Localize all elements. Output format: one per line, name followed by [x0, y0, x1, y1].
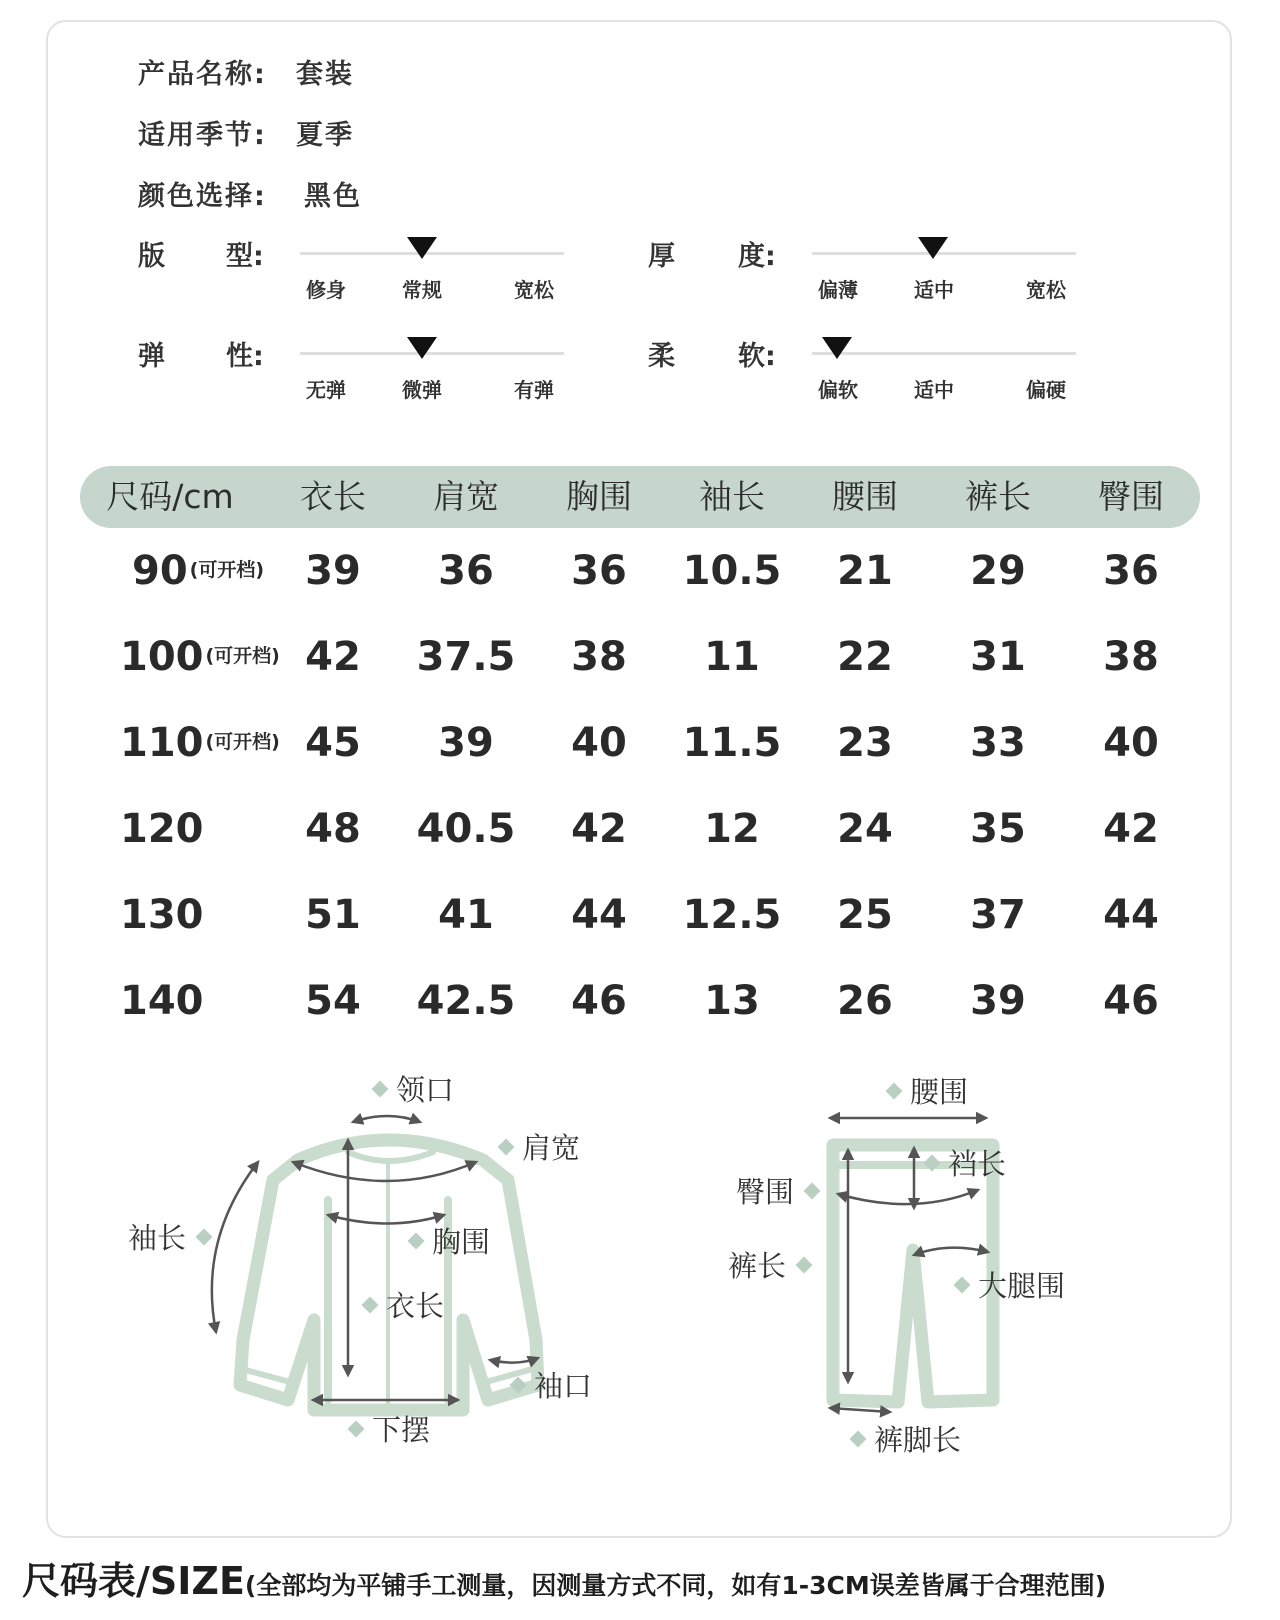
info-season-value: 夏季	[296, 120, 354, 151]
label-thigh: 大腿围	[952, 1264, 1065, 1305]
scale-pointer-icon	[918, 237, 948, 259]
diamond-icon	[804, 1183, 821, 1200]
table-cell: 44	[1103, 892, 1159, 938]
label-collar: 领口	[370, 1068, 454, 1109]
table-size-cell	[120, 806, 204, 852]
table-cell: 54	[305, 978, 361, 1024]
label-length: 衣长	[360, 1284, 444, 1325]
scale-pointer-icon	[822, 337, 852, 359]
scale-option: 宽松	[514, 278, 554, 302]
diamond-icon	[498, 1139, 515, 1156]
size-note: (可开档)	[189, 559, 265, 581]
table-cell: 25	[837, 892, 893, 938]
size-value: 110	[120, 720, 204, 766]
table-header-chest: 胸围	[566, 477, 632, 516]
diamond-icon	[924, 1155, 941, 1172]
scale-option: 有弹	[514, 378, 554, 402]
info-season-label: 适用季节:	[138, 120, 267, 151]
table-cell: 11	[704, 634, 760, 680]
table-header-size: 尺码/cm	[106, 477, 234, 516]
label-rise: 裆长	[922, 1142, 1006, 1183]
info-name-row	[138, 52, 354, 91]
label-hip: 臀围	[736, 1170, 822, 1211]
size-value: 130	[120, 892, 204, 938]
label-sleeve: 袖长	[128, 1216, 214, 1257]
scale-option: 偏软	[818, 378, 858, 402]
table-cell: 42	[571, 806, 627, 852]
attr-softness-scale	[812, 336, 1076, 402]
table-size-cell	[120, 892, 204, 938]
table-size-cell	[132, 548, 264, 594]
table-cell: 31	[970, 634, 1026, 680]
table-size-cell	[120, 978, 204, 1024]
size-value: 100	[120, 634, 204, 680]
size-value: 140	[120, 978, 204, 1024]
attr-fit-label-b: 型:	[226, 241, 264, 272]
table-cell: 42	[1103, 806, 1159, 852]
table-cell: 36	[438, 548, 494, 594]
table-cell: 37.5	[416, 634, 516, 680]
table-cell: 12	[704, 806, 760, 852]
scale-pointer-icon	[407, 237, 437, 259]
attr-thickness-scale	[812, 236, 1076, 302]
label-pants-length: 裤长	[728, 1244, 814, 1285]
scale-option: 偏薄	[818, 278, 858, 302]
attr-stretch-label-a: 弹	[138, 341, 165, 372]
table-cell: 39	[305, 548, 361, 594]
attr-stretch-scale	[300, 336, 564, 402]
info-season-row	[138, 113, 354, 152]
table-cell: 10.5	[682, 548, 782, 594]
footer-note: (全部均为平铺手工测量，因测量方式不同，如有1-3CM误差皆属于合理范围)	[244, 1571, 1107, 1600]
attr-softness-label-a: 柔	[648, 341, 675, 372]
scale-option: 偏硬	[1026, 378, 1066, 402]
diamond-icon	[408, 1233, 425, 1250]
table-size-cell	[120, 720, 280, 766]
table-cell: 36	[571, 548, 627, 594]
attr-fit-label-a: 版	[138, 241, 165, 272]
table-cell: 51	[305, 892, 361, 938]
attr-stretch-label-b: 性:	[226, 341, 264, 372]
diamond-icon	[348, 1421, 365, 1438]
footer-caption	[22, 1550, 1106, 1605]
table-cell: 39	[438, 720, 494, 766]
measurement-diagram	[88, 1070, 1168, 1510]
info-color-label: 颜色选择:	[138, 181, 267, 212]
attr-fit-scale	[300, 236, 564, 302]
table-cell: 24	[837, 806, 893, 852]
diamond-icon	[796, 1257, 813, 1274]
diamond-icon	[954, 1277, 971, 1294]
diamond-icon	[850, 1431, 867, 1448]
table-cell: 40	[571, 720, 627, 766]
scale-option: 修身	[306, 278, 346, 302]
table-header-sleeve: 袖长	[699, 477, 765, 516]
table-cell: 38	[1103, 634, 1159, 680]
label-waist: 腰围	[884, 1070, 968, 1111]
table-cell: 39	[970, 978, 1026, 1024]
table-cell: 45	[305, 720, 361, 766]
table-cell: 46	[1103, 978, 1159, 1024]
scale-option: 适中	[914, 278, 954, 302]
table-cell: 12.5	[682, 892, 782, 938]
table-cell: 26	[837, 978, 893, 1024]
table-cell: 37	[970, 892, 1026, 938]
size-note: (可开档)	[205, 645, 280, 667]
table-header-waist: 腰围	[832, 477, 898, 516]
label-leg-opening: 裤脚长	[848, 1418, 961, 1459]
table-cell: 33	[970, 720, 1026, 766]
attr-thickness-label-b: 度:	[738, 241, 776, 272]
info-color-value: 黑色	[304, 181, 362, 212]
info-name-value: 套装	[296, 59, 354, 90]
scale-option: 微弹	[402, 378, 442, 402]
table-cell: 21	[837, 548, 893, 594]
table-cell: 22	[837, 634, 893, 680]
size-value: 90	[132, 548, 188, 594]
table-header-pants-length: 裤长	[965, 477, 1031, 516]
diamond-icon	[372, 1081, 389, 1098]
info-color-row	[138, 174, 362, 213]
table-cell: 44	[571, 892, 627, 938]
table-header-hip: 臀围	[1098, 477, 1164, 516]
info-name-label: 产品名称:	[138, 59, 267, 90]
table-cell: 35	[970, 806, 1026, 852]
table-cell: 11.5	[682, 720, 782, 766]
table-cell: 38	[571, 634, 627, 680]
diamond-icon	[886, 1083, 903, 1100]
attr-thickness-label-a: 厚	[648, 241, 675, 272]
table-cell: 29	[970, 548, 1026, 594]
scale-option: 常规	[402, 278, 442, 302]
table-cell: 13	[704, 978, 760, 1024]
table-cell: 48	[305, 806, 361, 852]
size-value: 120	[120, 806, 204, 852]
table-cell: 36	[1103, 548, 1159, 594]
label-chest: 胸围	[406, 1220, 490, 1261]
table-cell: 42	[305, 634, 361, 680]
footer-title: 尺码表/SIZE	[22, 1559, 245, 1603]
scale-option: 无弹	[306, 378, 346, 402]
attr-softness-label-b: 软:	[738, 341, 776, 372]
label-shoulder: 肩宽	[496, 1126, 580, 1167]
table-header-length: 衣长	[300, 477, 366, 516]
table-cell: 23	[837, 720, 893, 766]
table-size-cell	[120, 634, 280, 680]
scale-option: 适中	[914, 378, 954, 402]
diamond-icon	[196, 1229, 213, 1246]
table-cell: 46	[571, 978, 627, 1024]
scale-pointer-icon	[407, 337, 437, 359]
size-table-header	[80, 466, 1200, 528]
diamond-icon	[362, 1297, 379, 1314]
label-cuff: 袖口	[508, 1364, 592, 1405]
table-header-shoulder: 肩宽	[433, 477, 499, 516]
table-cell: 42.5	[416, 978, 516, 1024]
table-cell: 41	[438, 892, 494, 938]
table-cell: 40.5	[416, 806, 516, 852]
size-note: (可开档)	[205, 731, 280, 753]
scale-option: 宽松	[1026, 278, 1066, 302]
table-cell: 40	[1103, 720, 1159, 766]
label-hem: 下摆	[346, 1408, 430, 1449]
diamond-icon	[510, 1377, 527, 1394]
